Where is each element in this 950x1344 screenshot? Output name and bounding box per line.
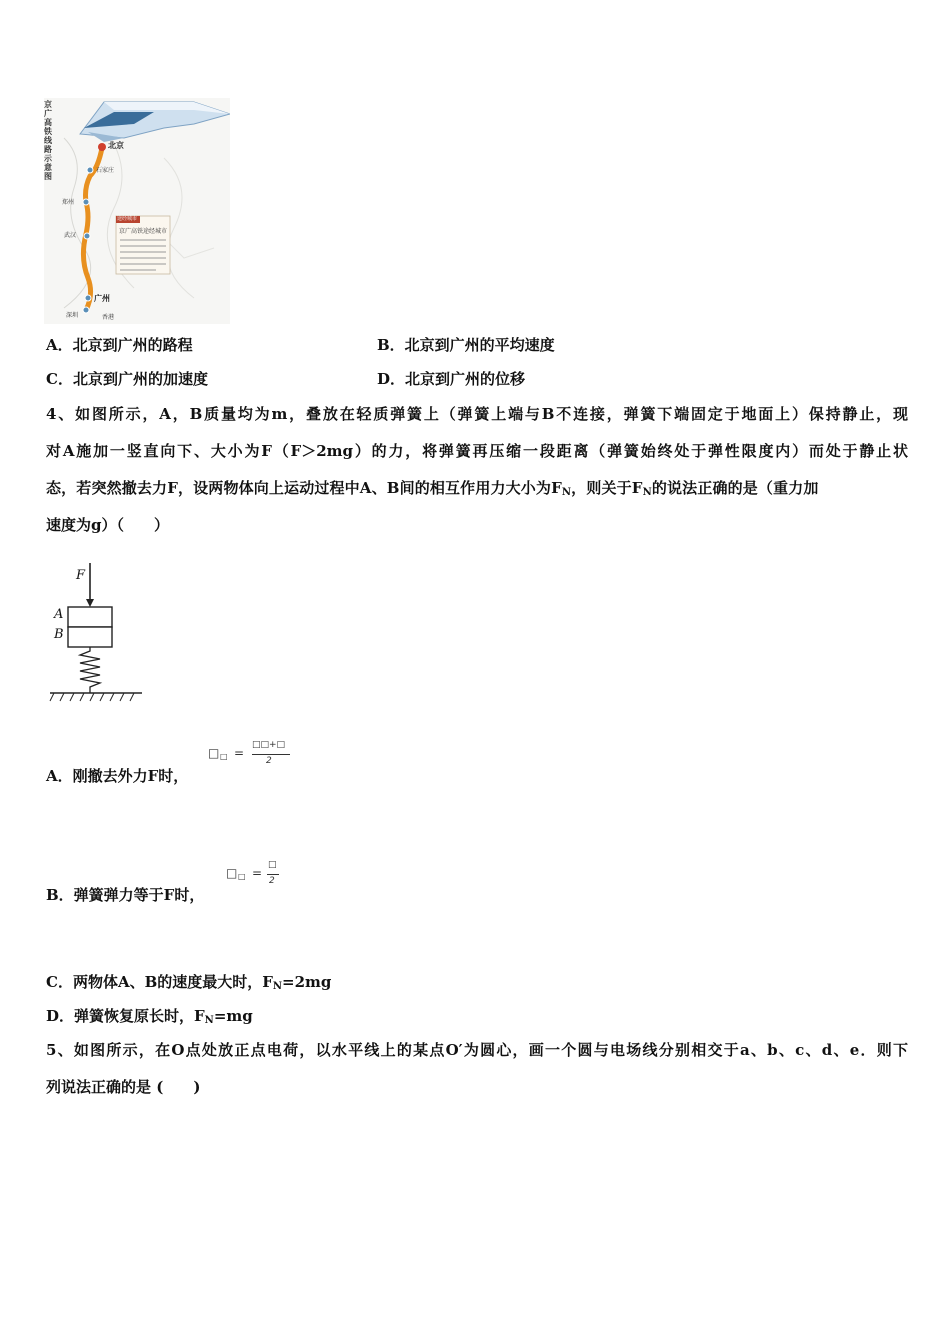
city-label-wuhan: 武汉 [64, 232, 77, 239]
q4-stem-line: 4、如图所示，A，B质量均为m，叠放在轻质弹簧上（弹簧上端与B不连接，弹簧下端固定于地面上）保持静止，现 [46, 405, 908, 423]
formula-lhs-sub: □ [220, 752, 228, 761]
fraction-bar [267, 874, 279, 875]
block-a-label: A [54, 607, 64, 622]
map-vertical-caption: 京 广 高 铁 线 路 示 意 图 [44, 100, 52, 181]
map-legend-title: 京广高铁途经城市 [119, 228, 168, 235]
q4-stem-line: 对A施加一竖直向下、大小为F（F＞2mg）的力，将弹簧再压缩一段距离（弹簧始终处于弹性限度内）而处于静止状 [46, 442, 908, 460]
formula-equals: = [234, 746, 245, 760]
q3-option-d: D．北京到广州的位移 [377, 370, 526, 388]
q4-option-b-formula [226, 860, 286, 894]
city-label-shenzhen: 深圳 [66, 312, 79, 319]
q3-option-a: A．北京到广州的路程 [46, 336, 193, 354]
formula-denominator: 2 [266, 756, 272, 766]
railway-map-figure [44, 98, 230, 324]
q4-stem-line: 速度为g）（ ） [46, 516, 169, 534]
q4-stem-line: 态，若突然撤去力F，设两物体向上运动过程中A、B间的相互作用力大小为$F_N$，则关于$F_N$的说法正确的是（重力加 [46, 479, 819, 498]
q4-option-a-formula [208, 740, 298, 774]
city-label-hongkong: 香港 [102, 314, 115, 321]
q3-option-b: B．北京到广州的平均速度 [377, 336, 555, 354]
formula-denominator: 2 [269, 876, 275, 886]
q5-stem-line: 5、如图所示，在O点处放正点电荷，以水平线上的某点O′为圆心，画一个圆与电场线分别相交于a、b、c、d、e．则下 [46, 1041, 908, 1059]
city-label-shijiazhuang: 石家庄 [96, 167, 115, 174]
q5-stem [46, 1032, 908, 1106]
city-label-zhengzhou: 郑州 [62, 199, 75, 206]
spring-blocks-figure [46, 555, 146, 705]
q3-option-c: C．北京到广州的加速度 [46, 370, 208, 388]
formula-lhs: □ [208, 746, 220, 760]
formula-equals: = [252, 866, 263, 880]
fraction-bar [252, 754, 290, 755]
q4-stem [46, 396, 908, 544]
q4-option-b: B．弹簧弹力等于F时， [46, 886, 205, 904]
formula-numerator: □ [268, 860, 277, 870]
block-b-label: B [54, 627, 64, 642]
formula-numerator: □□+□ [252, 740, 286, 750]
force-label: F [76, 568, 86, 583]
q4-option-d: D．弹簧恢复原长时，$F_N=mg$ [46, 1007, 253, 1026]
railway-map-graphic [44, 98, 230, 324]
q4-option-c: C．两物体A、B的速度最大时，$F_N=2mg$ [46, 973, 332, 992]
city-label-guangzhou: 广州 [94, 294, 110, 303]
city-label-beijing: 北京 [108, 141, 124, 150]
formula-lhs: □ [226, 866, 238, 880]
q5-stem-line: 列说法正确的是 ( ) [46, 1078, 201, 1096]
q4-option-a: A．刚撤去外力F时， [46, 767, 189, 785]
formula-lhs-sub: □ [238, 872, 246, 881]
map-legend-tag: 途经城市 [117, 216, 138, 222]
